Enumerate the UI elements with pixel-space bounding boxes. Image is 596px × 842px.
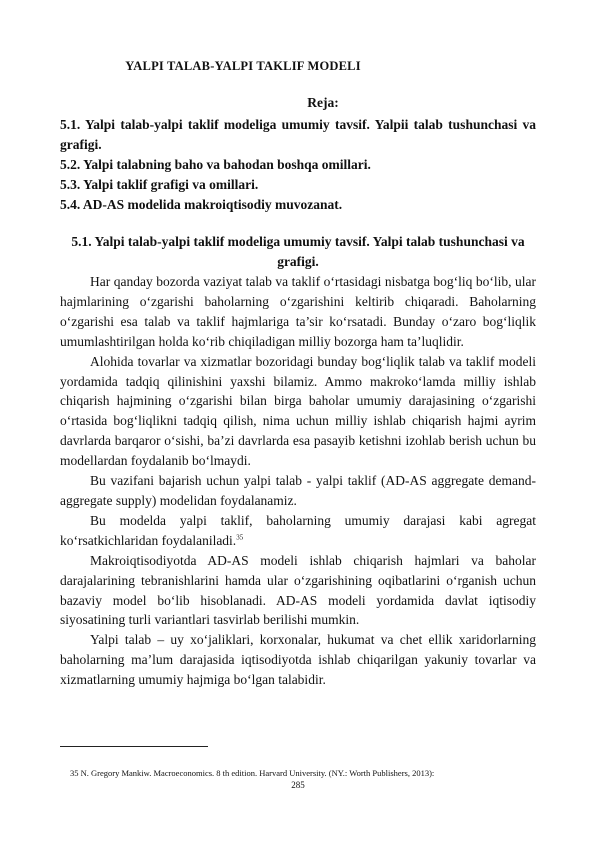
plan-list xyxy=(60,115,536,215)
paragraph-4 xyxy=(60,511,536,551)
paragraph-2: Alohida tovarlar va xizmatlar bozoridagi bunday bog‘liqlik talab va taklif modeli yordamida tadqiq qilinishini yaxshi bilamiz. Ammo makroko‘lamda milliy ishlab chiqarish hajmining o‘zgarishi bilan birga baholar umumiy darajasining o‘zgarishi o‘rtasida bog‘liqlikni tadqiq qilish, nima uchun milliy ishlab chiqarish hajmi ayrim davrlarda barqaror o‘sishi, ba’zi davrlarda esa pasayib ketishni izohlab berish uchun bu modellardan foydalanib bo‘lmaydi. xyxy=(60,353,536,469)
footnote-divider xyxy=(60,746,208,747)
document-title: YALPI TALAB-YALPI TAKLIF MODELI xyxy=(125,59,361,73)
body-text xyxy=(60,272,536,690)
paragraph-3: Bu vazifani bajarish uchun yalpi talab - yalpi taklif (AD-AS aggregate demand- aggregate supply) modelidan foydalanamiz. xyxy=(60,473,536,508)
section-heading: 5.1. Yalpi talab-yalpi taklif modeliga umumiy tavsif. Yalpi talab tushunchasi va grafigi. xyxy=(71,234,525,269)
paragraph-6: Yalpi talab – uy xo‘jaliklari, korxonalar, hukumat va chet ellik xaridorlarning baholarning ma’lum darajasida iqtisodiyotda ishlab chiqarilgan yakuniy tovarlar va xizmatlarning umumiy hajmiga bo‘lgan talabidir. xyxy=(60,632,536,688)
paragraph-4-text: Bu modelda yalpi taklif, baholarning umumiy darajasi kabi agregat ko‘rsatkichlaridan foydalaniladi. xyxy=(60,512,536,548)
plan-item-3: 5.3. Yalpi taklif grafigi va omillari. xyxy=(60,177,259,192)
footnote-reference[interactable]: 35 xyxy=(236,533,244,542)
plan-item-2: 5.2. Yalpi talabning baho va bahodan boshqa omillari. xyxy=(60,157,371,172)
paragraph-1: Har qanday bozorda vaziyat talab va taklif o‘rtasidagi nisbatga bog‘liq bo‘lib, ular hajmlarining o‘zgarishi baholarning o‘zgarishini keltirib chiqaradi. Baholarning o‘zgarishi esa talab va taklif hajmlariga ta’sir ko‘rsatadi. Bunday o‘zaro bog‘liqlik umumlashtirilgan holda ko‘rib chiqiladigan milliy bozorga ham ta’luqlidir. xyxy=(60,274,536,349)
page-number: 285 xyxy=(291,780,305,790)
plan-item-1: 5.1. Yalpi talab-yalpi taklif modeliga umumiy tavsif. Yalpii talab tushunchasi va grafigi. xyxy=(60,117,536,152)
paragraph-5: Makroiqtisodiyotda AD-AS modeli ishlab chiqarish hajmlari va baholar darajalarining tebranishlarini hamda ular o‘zgarishining oqibatlarini o‘rganish uchun bazaviy model bo‘lib hisoblanadi. AD-AS modeli yordamida davlat iqtisodiy siyosatining turli variantlari tasvirlab berilishi mumkin. xyxy=(60,552,536,628)
plan-label: Reja: xyxy=(307,95,339,110)
footnote: 35 N. Gregory Mankiw. Macroeconomics. 8 th edition. Harvard University. (NY.: Worth Publishers, 2013): xyxy=(70,768,435,778)
plan-item-4: 5.4. AD-AS modelida makroiqtisodiy muvozanat. xyxy=(60,197,343,212)
